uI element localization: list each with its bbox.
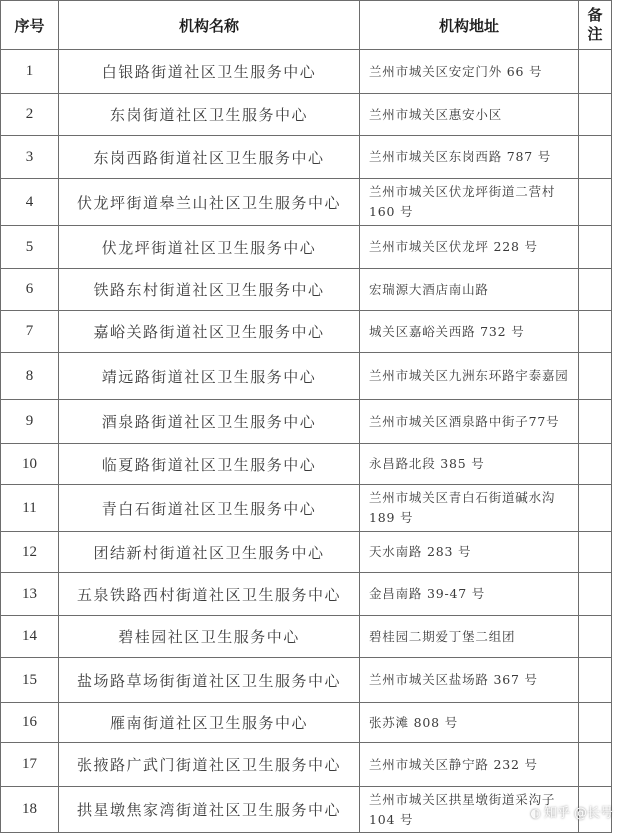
header-name: 机构名称 xyxy=(59,1,360,50)
row-note xyxy=(579,485,612,532)
row-note xyxy=(579,269,612,311)
table-header-row xyxy=(1,1,612,50)
row-institution-name: 东岗西路街道社区卫生服务中心 xyxy=(59,136,360,179)
header-address: 机构地址 xyxy=(360,1,579,50)
table-row xyxy=(1,616,612,658)
table-row xyxy=(1,50,612,94)
row-index: 5 xyxy=(1,226,59,269)
row-institution-name: 酒泉路街道社区卫生服务中心 xyxy=(59,400,360,444)
row-note xyxy=(579,703,612,743)
row-index: 6 xyxy=(1,269,59,311)
table-row xyxy=(1,311,612,353)
row-index: 10 xyxy=(1,444,59,485)
row-institution-address: 兰州市城关区伏龙坪街道二营村 160 号 xyxy=(360,179,579,226)
row-institution-address: 碧桂园二期爱丁堡二组团 xyxy=(360,616,579,658)
row-index: 17 xyxy=(1,743,59,787)
row-index: 15 xyxy=(1,658,59,703)
row-note xyxy=(579,532,612,573)
row-institution-address: 天水南路 283 号 xyxy=(360,532,579,573)
row-institution-address: 城关区嘉峪关西路 732 号 xyxy=(360,311,579,353)
row-index: 4 xyxy=(1,179,59,226)
table-row xyxy=(1,136,612,179)
row-index: 16 xyxy=(1,703,59,743)
row-institution-name: 靖远路街道社区卫生服务中心 xyxy=(59,353,360,400)
table-row xyxy=(1,532,612,573)
table-row xyxy=(1,94,612,136)
row-institution-name: 临夏路街道社区卫生服务中心 xyxy=(59,444,360,485)
table-row xyxy=(1,703,612,743)
row-institution-name: 五泉铁路西村街道社区卫生服务中心 xyxy=(59,573,360,616)
table-row xyxy=(1,353,612,400)
row-note xyxy=(579,226,612,269)
row-institution-address: 张苏滩 808 号 xyxy=(360,703,579,743)
row-index: 1 xyxy=(1,50,59,94)
header-note xyxy=(579,1,612,50)
row-index: 14 xyxy=(1,616,59,658)
row-institution-address: 兰州市城关区惠安小区 xyxy=(360,94,579,136)
table-row xyxy=(1,658,612,703)
row-institution-address: 兰州市城关区酒泉路中街子77号 xyxy=(360,400,579,444)
row-institution-name: 铁路东村街道社区卫生服务中心 xyxy=(59,269,360,311)
row-index: 8 xyxy=(1,353,59,400)
row-institution-address: 兰州市城关区青白石街道碱水沟 189 号 xyxy=(360,485,579,532)
row-institution-address: 兰州市城关区九洲东环路宇泰嘉园 xyxy=(360,353,579,400)
table-row xyxy=(1,400,612,444)
row-institution-address: 兰州市城关区静宁路 232 号 xyxy=(360,743,579,787)
table-row xyxy=(1,226,612,269)
row-institution-name: 白银路街道社区卫生服务中心 xyxy=(59,50,360,94)
table-row xyxy=(1,485,612,532)
row-institution-address: 宏瑞源大酒店南山路 xyxy=(360,269,579,311)
row-index: 12 xyxy=(1,532,59,573)
row-index: 18 xyxy=(1,787,59,833)
row-note xyxy=(579,136,612,179)
row-institution-name: 拱星墩焦家湾街道社区卫生服务中心 xyxy=(59,787,360,833)
table-body xyxy=(1,50,612,833)
row-note xyxy=(579,50,612,94)
row-note xyxy=(579,94,612,136)
row-institution-name: 碧桂园社区卫生服务中心 xyxy=(59,616,360,658)
row-note xyxy=(579,400,612,444)
table-row xyxy=(1,444,612,485)
table-row xyxy=(1,269,612,311)
row-institution-name: 东岗街道社区卫生服务中心 xyxy=(59,94,360,136)
row-institution-address: 兰州市城关区东岗西路 787 号 xyxy=(360,136,579,179)
row-institution-name: 雁南街道社区卫生服务中心 xyxy=(59,703,360,743)
row-note xyxy=(579,658,612,703)
header-note-line2: 注 xyxy=(587,25,603,43)
row-institution-name: 盐场路草场街街道社区卫生服务中心 xyxy=(59,658,360,703)
table-row xyxy=(1,743,612,787)
table-row xyxy=(1,179,612,226)
row-institution-address: 兰州市城关区伏龙坪 228 号 xyxy=(360,226,579,269)
row-note xyxy=(579,743,612,787)
watermark xyxy=(530,802,613,821)
row-institution-name: 嘉峪关路街道社区卫生服务中心 xyxy=(59,311,360,353)
row-index: 2 xyxy=(1,94,59,136)
row-institution-name: 伏龙坪街道皋兰山社区卫生服务中心 xyxy=(59,179,360,226)
header-index: 序号 xyxy=(1,1,59,50)
row-institution-name: 张掖路广武门街道社区卫生服务中心 xyxy=(59,743,360,787)
row-institution-address: 金昌南路 39-47 号 xyxy=(360,573,579,616)
row-institution-address: 兰州市城关区拱星墩街道采沟子 104 号 xyxy=(360,787,579,833)
watermark-text: 知乎 @长号 xyxy=(543,806,613,821)
row-institution-address: 兰州市城关区盐场路 367 号 xyxy=(360,658,579,703)
row-note xyxy=(579,311,612,353)
table-row xyxy=(1,787,612,833)
row-index: 7 xyxy=(1,311,59,353)
zhihu-icon: ◐ xyxy=(530,806,541,820)
row-institution-address: 兰州市城关区安定门外 66 号 xyxy=(360,50,579,94)
row-index: 11 xyxy=(1,485,59,532)
row-note xyxy=(579,179,612,226)
row-index: 13 xyxy=(1,573,59,616)
row-index: 9 xyxy=(1,400,59,444)
row-note xyxy=(579,616,612,658)
row-index: 3 xyxy=(1,136,59,179)
row-institution-name: 伏龙坪街道社区卫生服务中心 xyxy=(59,226,360,269)
row-note xyxy=(579,444,612,485)
row-institution-name: 团结新村街道社区卫生服务中心 xyxy=(59,532,360,573)
row-note xyxy=(579,353,612,400)
row-institution-name: 青白石街道社区卫生服务中心 xyxy=(59,485,360,532)
row-institution-address: 永昌路北段 385 号 xyxy=(360,444,579,485)
table-row xyxy=(1,573,612,616)
row-note xyxy=(579,573,612,616)
header-note-line1: 备 xyxy=(587,6,603,24)
